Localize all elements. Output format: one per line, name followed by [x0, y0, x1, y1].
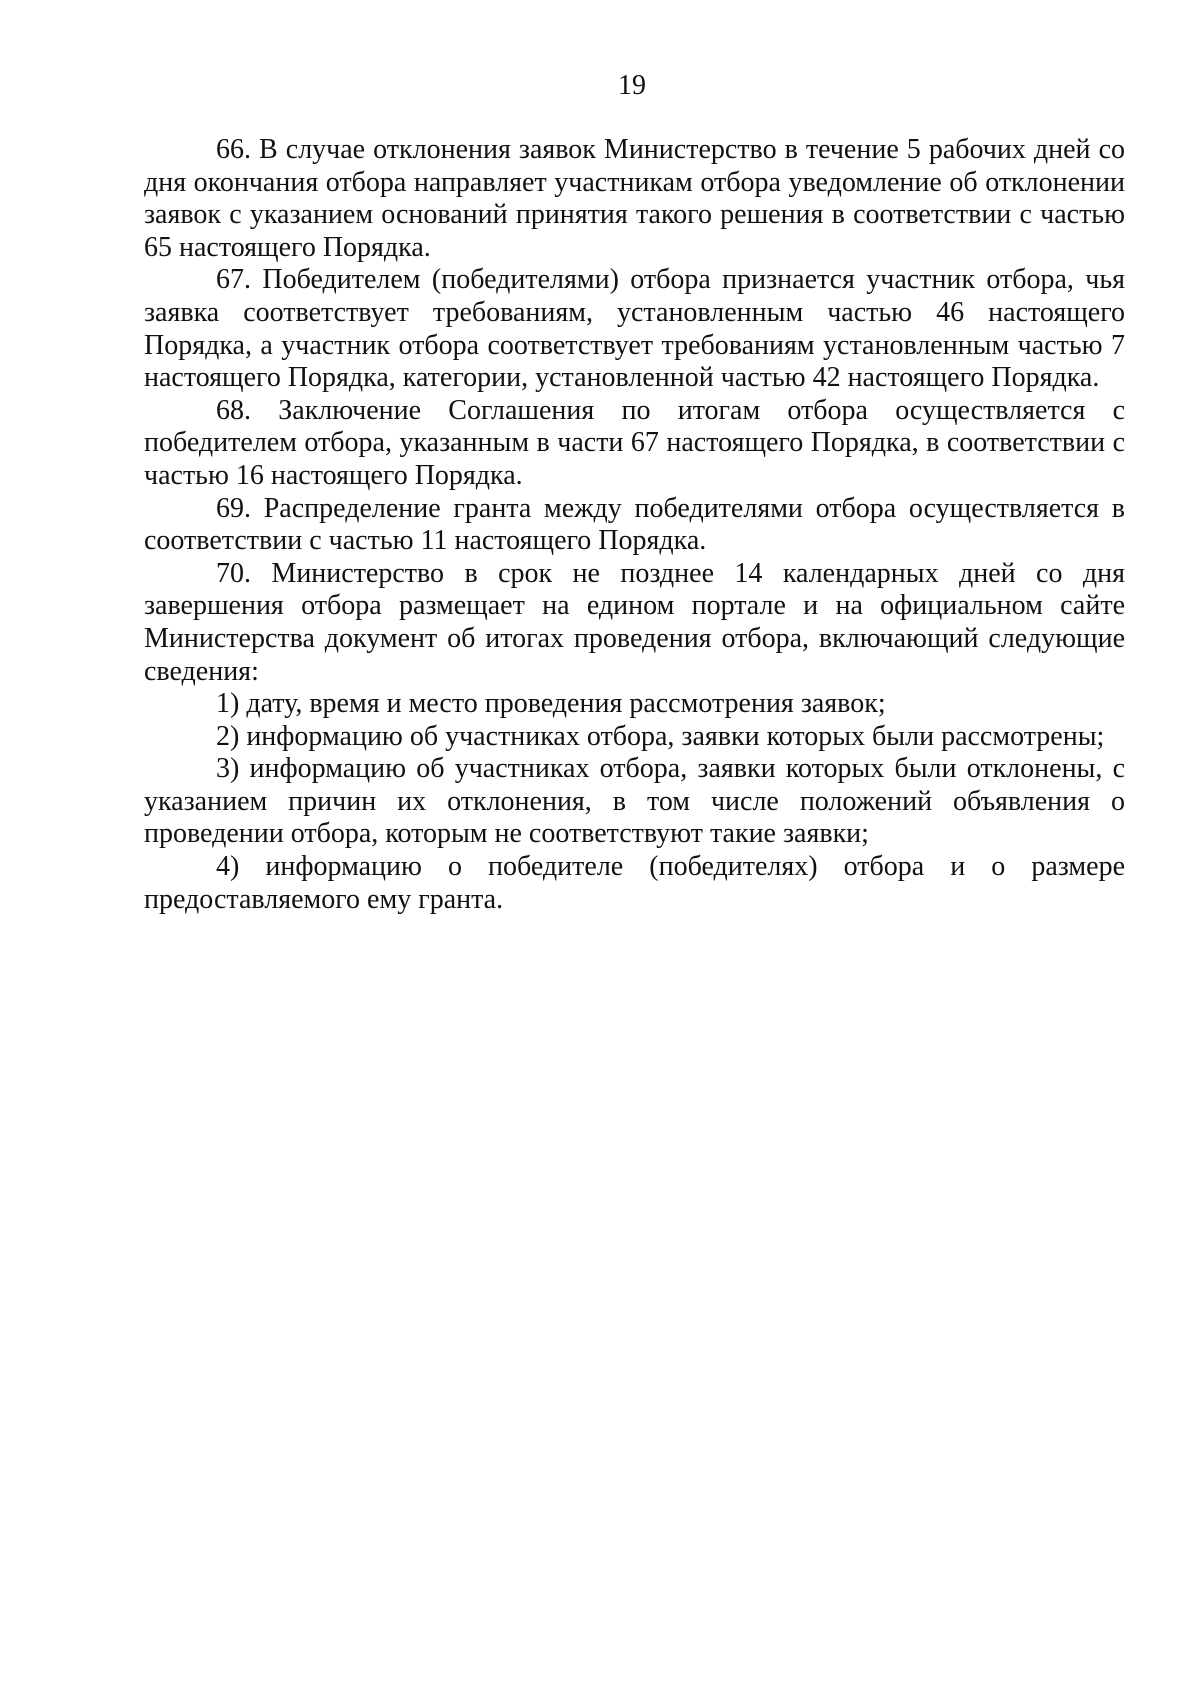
paragraph-68: 68. Заключение Соглашения по итогам отбора осуществляется с победителем отбора, указанным в части 67 настоящего Порядка, в соответствии с частью 16 настоящего Порядка. — [144, 394, 1125, 491]
paragraph-69: 69. Распределение гранта между победителями отбора осуществляется в соответствии с частью 11 настоящего Порядка. — [144, 492, 1125, 557]
list-item-2: 2) информацию об участниках отбора, заявки которых были рассмотрены; — [216, 720, 1105, 752]
paragraph-67: 67. Победителем (победителями) отбора признается участник отбора, чья заявка соответствует требованиям, установленным частью 46 настоящего Порядка, а участник отбора соответствует требованиям установленным частью 7 настоящего Порядка, категории, установленной частью 42 настоящего Порядка. — [144, 264, 1125, 394]
paragraph-70: 70. Министерство в срок не позднее 14 календарных дней со дня завершения отбора размещает на едином портале и на официальном сайте Министерства документ об итогах проведения отбора, включающий следующие сведения: — [144, 557, 1125, 687]
list-item-1: 1) дату, время и место проведения рассмотрения заявок; — [216, 688, 886, 720]
list-item-4: 4) информацию о победителе (победителях) отбора и о размере предоставляемого ему гранта. — [144, 851, 1125, 915]
document-body — [144, 134, 1125, 916]
list-item-3: 3) информацию об участниках отбора, заявки которых были отклонены, с указанием причин их отклонения, в том числе положений объявления о проведении отбора, которым не соответствуют такие заявки; — [144, 753, 1125, 850]
page-number: 19 — [618, 70, 646, 101]
paragraph-66: 66. В случае отклонения заявок Министерство в течение 5 рабочих дней со дня окончания отбора направляет участникам отбора уведомление об отклонении заявок с указанием оснований принятия такого решения в соответствии с частью 65 настоящего Порядка. — [144, 134, 1125, 263]
